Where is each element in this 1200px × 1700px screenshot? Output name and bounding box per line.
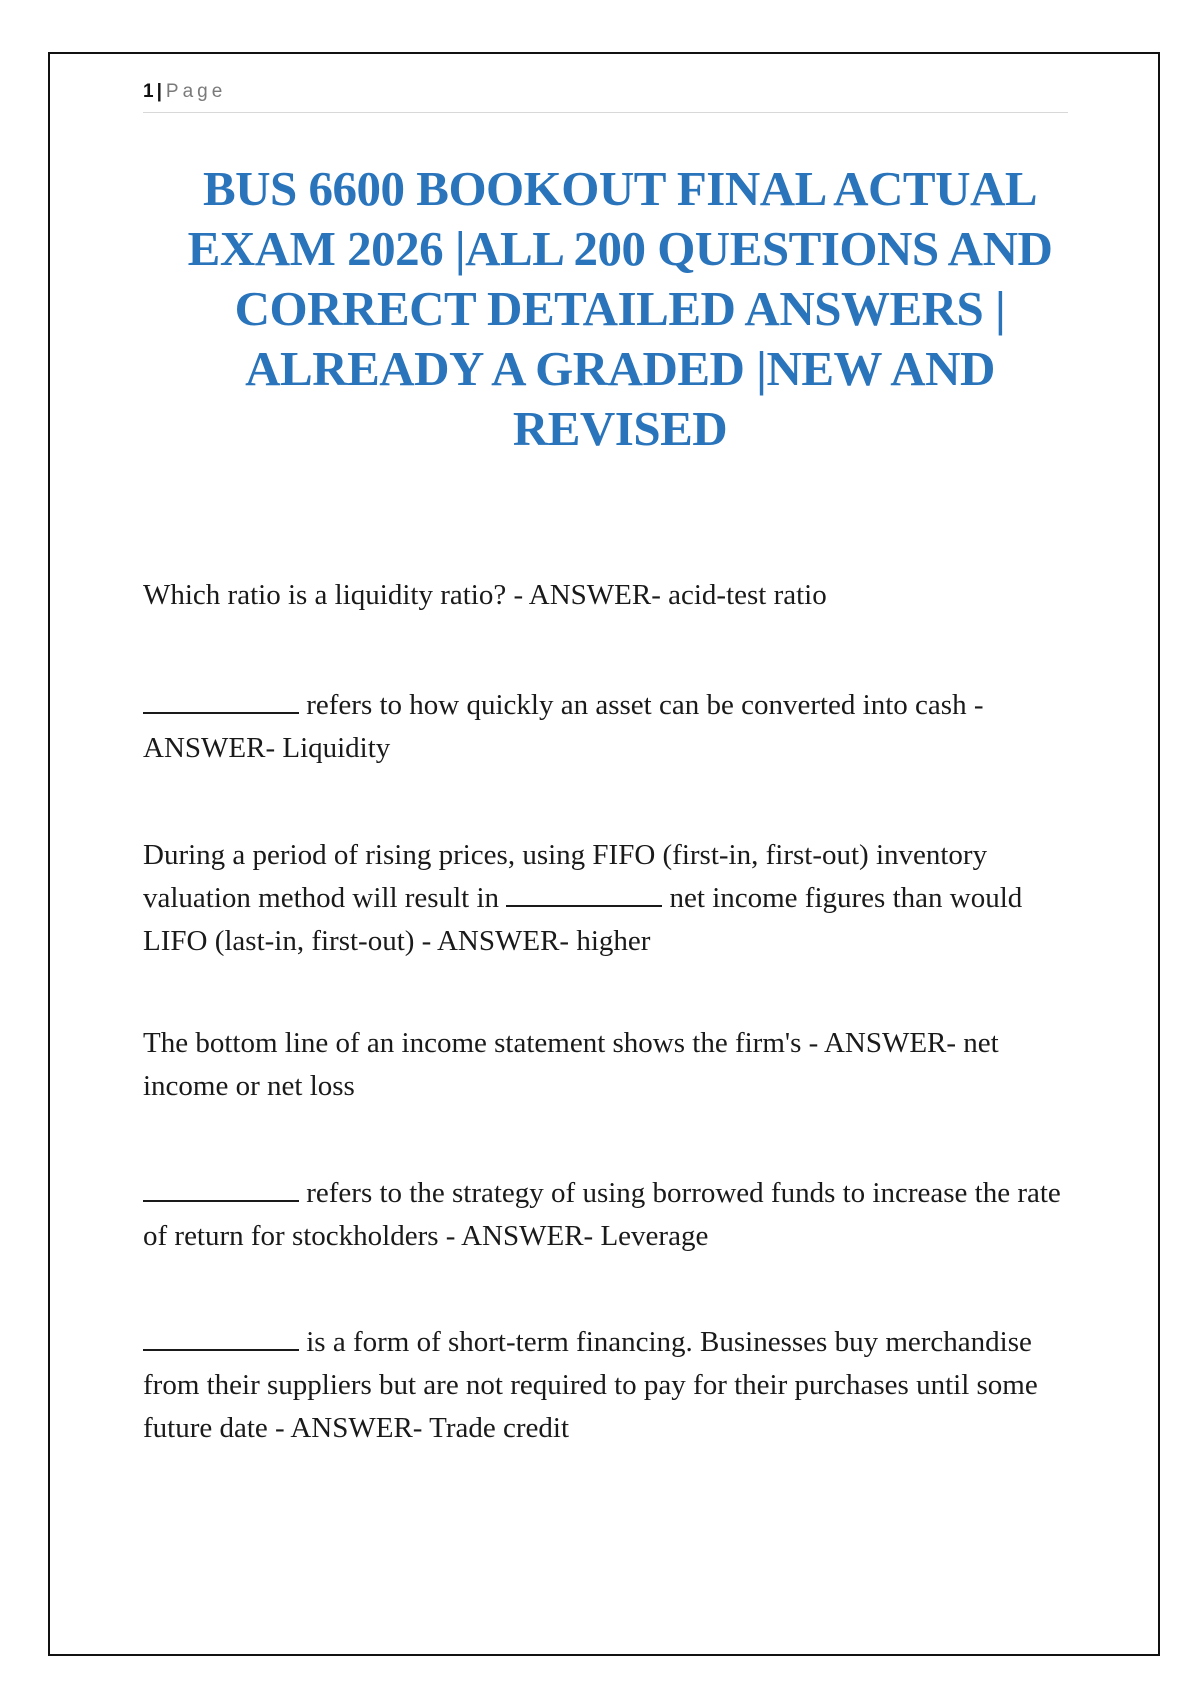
fill-in-blank <box>143 688 299 714</box>
fill-in-blank <box>143 1325 299 1351</box>
question-item-3 <box>143 834 1073 963</box>
question-item-2 <box>143 684 1073 770</box>
question-text-start: During a period of rising prices, using FIFO (first-in, first-out) inventory valuation method will result in <box>143 839 988 914</box>
question-text: refers to the strategy of using borrowed funds to increase the rate of return for stockholders - ANSWER- Leverage <box>143 1177 1061 1252</box>
page-label: Page <box>165 81 227 102</box>
question-text: is a form of short-term financing. Businesses buy merchandise from their suppliers but are not required to pay for their purchases until some future date - ANSWER- Trade credit <box>143 1326 1038 1444</box>
fill-in-blank <box>143 1176 299 1202</box>
document-title: BUS 6600 BOOKOUT FINAL ACTUAL EXAM 2026 |ALL 200 QUESTIONS AND CORRECT DETAILED ANSWERS | ALREADY A GRADED |NEW AND REVISED <box>187 161 1053 456</box>
question-text: net income figures than would LIFO (last-in, first-out) - ANSWER- higher <box>143 882 1023 957</box>
question-item-5 <box>143 1172 1073 1258</box>
question-item-4 <box>143 1022 1073 1108</box>
page-header <box>143 78 1068 113</box>
fill-in-blank <box>506 881 662 907</box>
question-item-6 <box>143 1321 1073 1450</box>
question-text: refers to how quickly an asset can be converted into cash - ANSWER- Liquidity <box>143 689 984 764</box>
page-separator: | <box>156 81 162 102</box>
question-text: Which ratio is a liquidity ratio? - ANSWER- acid-test ratio <box>143 579 827 611</box>
document-page <box>48 52 1160 1656</box>
question-item-1 <box>143 574 1073 617</box>
page-number: 1 <box>143 81 154 102</box>
question-text: The bottom line of an income statement shows the firm's - ANSWER- net income or net loss <box>143 1027 999 1102</box>
